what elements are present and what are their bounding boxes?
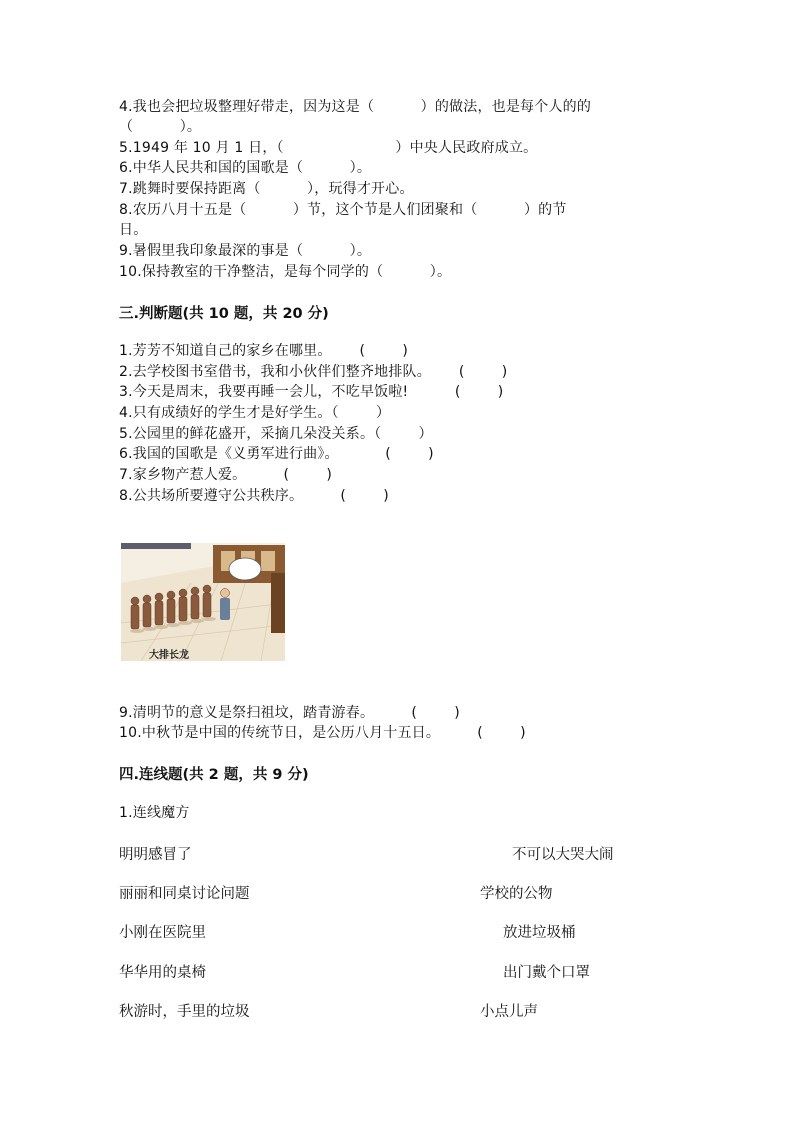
match-right-item: 出门戴个口罩 <box>503 965 590 981</box>
match-right-item: 放进垃圾桶 <box>503 925 576 941</box>
fill-blank-q4-cont: （ ）。 <box>119 119 202 135</box>
figure-caption: 大排长龙 <box>149 650 189 661</box>
match-right-item: 不可以大哭大闹 <box>512 847 614 863</box>
queue-cartoon-svg <box>121 543 285 661</box>
match-left-item: 明明感冒了 <box>119 847 192 863</box>
match-question-title: 1.连线魔方 <box>119 805 190 821</box>
match-left-item: 丽丽和同桌讨论问题 <box>119 886 250 902</box>
fill-blank-q8-cont: 日。 <box>119 222 148 238</box>
section-heading-match: 四.连线题(共 2 题，共 9 分) <box>119 767 309 783</box>
judge-q9: 9.清明节的意义是祭扫祖坟，踏青游春。 ( ) <box>119 705 460 721</box>
judge-q2: 2.去学校图书室借书，我和小伙伴们整齐地排队。 ( ) <box>119 364 508 380</box>
fill-blank-q8: 8.农历八月十五是（ ）节，这个节是人们团聚和（ ）的节 <box>119 202 567 218</box>
judge-q10: 10.中秋节是中国的传统节日，是公历八月十五日。 ( ) <box>119 725 526 741</box>
fill-blank-q4: 4.我也会把垃圾整理好带走，因为这是（ ）的做法，也是每个人的的 <box>119 99 592 115</box>
fill-blank-q7: 7.跳舞时要保持距离（ ），玩得才开心。 <box>119 181 414 197</box>
judge-q4: 4.只有成绩好的学生才是好学生。（ ） <box>119 405 391 421</box>
judge-q5: 5.公园里的鲜花盛开，采摘几朵没关系。（ ） <box>119 426 433 442</box>
queue-cartoon-illustration <box>121 543 285 661</box>
match-left-item: 秋游时，手里的垃圾 <box>119 1004 250 1020</box>
judge-q1: 1.芳芳不知道自己的家乡在哪里。 ( ) <box>119 343 408 359</box>
judge-q8: 8.公共场所要遵守公共秩序。 ( ) <box>119 488 389 504</box>
match-right-item: 小点儿声 <box>480 1004 538 1020</box>
judge-q6: 6.我国的国歌是《义勇军进行曲》。 ( ) <box>119 446 434 462</box>
match-left-item: 华华用的桌椅 <box>119 965 206 981</box>
fill-blank-q9: 9.暑假里我印象最深的事是（ ）。 <box>119 243 372 259</box>
match-right-item: 学校的公物 <box>480 886 553 902</box>
fill-blank-q5: 5.1949 年 10 月 1 日，（ ）中央人民政府成立。 <box>119 140 538 156</box>
judge-q7: 7.家乡物产惹人爱。 ( ) <box>119 467 333 483</box>
match-left-item: 小刚在医院里 <box>119 925 206 941</box>
judge-q3: 3.今天是周末，我要再睡一会儿，不吃早饭啦! ( ) <box>119 384 504 400</box>
fill-blank-q6: 6.中华人民共和国的国歌是（ ）。 <box>119 160 372 176</box>
section-heading-judge: 三.判断题(共 10 题，共 20 分) <box>119 306 329 322</box>
fill-blank-q10: 10.保持教室的干净整洁，是每个同学的（ ）。 <box>119 264 452 280</box>
